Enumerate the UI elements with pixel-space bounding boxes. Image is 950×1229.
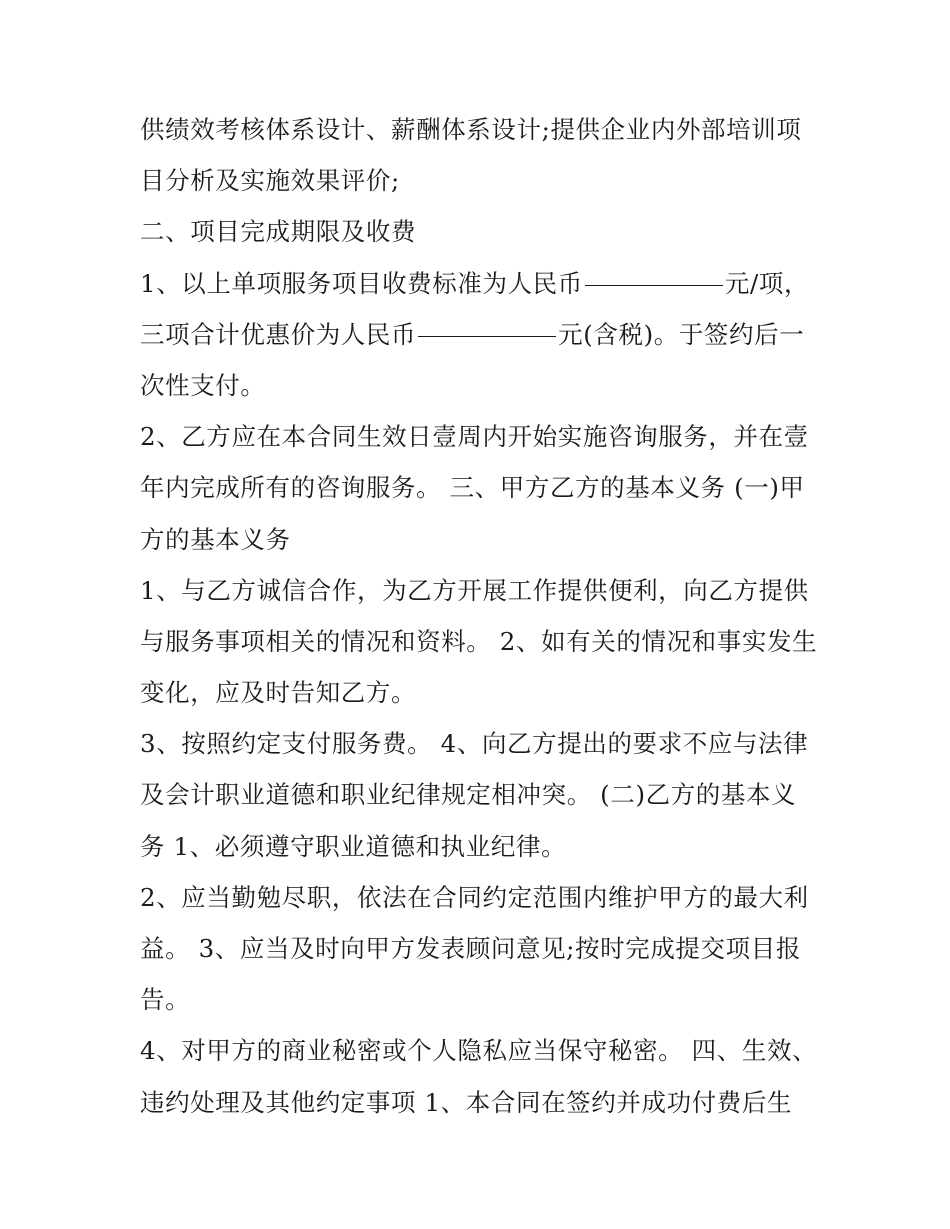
- fee-text-before: 1、以上单项服务项目收费标准为人民币: [140, 268, 583, 298]
- text-line: 及会计职业道德和职业纪律规定相冲突。 (二)乙方的基本义: [140, 780, 797, 810]
- text-line: 告。: [140, 985, 191, 1015]
- document-body: [140, 104, 820, 1128]
- text-line: 3、按照约定支付服务费。 4、向乙方提出的要求不应与法律: [140, 729, 809, 759]
- text-line: 目分析及实施效果评价;: [140, 166, 400, 196]
- fee-line-total: [140, 309, 820, 360]
- text-line: 益。 3、应当及时向甲方发表顾问意见;按时完成提交项目报: [140, 934, 801, 963]
- fee-line-single-item: [140, 258, 820, 309]
- text-line: 与服务事项相关的情况和资料。 2、如有关的情况和事实发生: [140, 626, 818, 656]
- text-line: 次性支付。: [140, 370, 266, 400]
- fee-text-after: 元(含税)。于签约后一: [558, 319, 805, 349]
- text-line: 方的基本义务: [140, 524, 291, 554]
- text-line: 变化，应及时告知乙方。: [140, 678, 417, 708]
- fee-text-before: 三项合计优惠价为人民币: [140, 319, 417, 349]
- text-line: 务 1、必须遵守职业道德和执业纪律。: [140, 831, 567, 861]
- text-line: 2、应当勤勉尽职，依法在合同约定范围内维护甲方的最大利: [140, 882, 809, 912]
- text-line: 供绩效考核体系设计、薪酬体系设计;提供企业内外部培训项: [140, 115, 802, 144]
- text-line: 2、乙方应在本合同生效日壹周内开始实施咨询服务，并在壹: [140, 422, 809, 452]
- text-line: 年内完成所有的咨询服务。 三、甲方乙方的基本义务 (一)甲: [140, 473, 805, 503]
- section-heading: 二、项目完成期限及收费: [140, 217, 417, 247]
- fee-text-after: 元/项，: [724, 268, 810, 298]
- fill-in-blank: [585, 284, 723, 286]
- text-line: 1、与乙方诚信合作，为乙方开展工作提供便利，向乙方提供: [140, 575, 809, 605]
- text-line: 4、对甲方的商业秘密或个人隐私应当保守秘密。 四、生效、: [140, 1036, 818, 1066]
- fill-in-blank: [418, 335, 556, 337]
- text-line: 违约处理及其他约定事项 1、本合同在签约并成功付费后生: [140, 1087, 793, 1117]
